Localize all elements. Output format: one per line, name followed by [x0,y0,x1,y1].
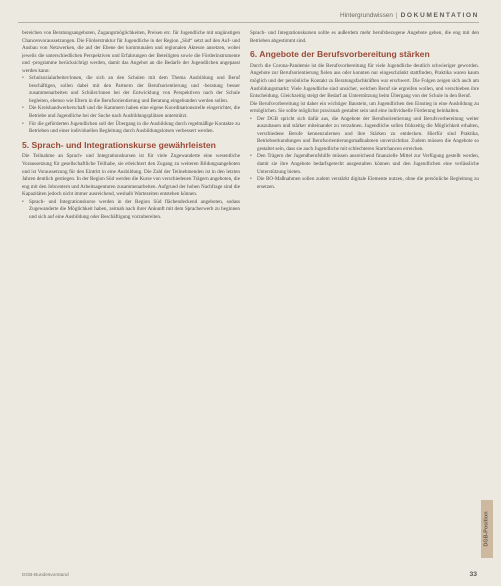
right-column [250,30,479,191]
section-5-heading: 5. Sprach- und Integrationskurse gewährleisten [22,139,216,150]
header-section: Hintergrundwissen [339,12,393,19]
left-bullet-list [22,75,240,135]
section-6-paragraph-1: Durch die Corona-Pandemie ist die Berufsvorbereitung für viele Jugendliche deutlich schwieriger geworden. Angebote zur Berufsorientierung fielen aus oder konnten nur eingeschränkt stattfinden, Praktika waren kaum möglich und der persönliche Kontakt zu Beratungsfachkräften war erschwert. Die Folgen zeigen sich auch am Ausbildungsmarkt: Viele Jugendliche sind unsicher, welchen Beruf sie ergreifen wollen, und verschieben ihre Entscheidung. Gleichzeitig steigt der Bedarf an Unterstützung beim Übergang von der Schule in den Beruf. [250,62,479,100]
right-bullet-1: • Der DGB spricht sich dafür aus, die Angebote der Berufsorientierung und Berufsvorbereitung weiter auszubauen und stärker miteinander zu verzahnen. Jugendliche sollen frühzeitig die Möglichkeit erhalten, verschiedene Berufe kennenzulernen und ihre Stärken zu entdecken. Hierfür sind Praktika, Betriebserkundungen und Berufsorientierungsmaßnahmen unverzichtbar. Zudem müssen die Angebote so gestaltet sein, dass sie auch Jugendliche mit schlechteren Startchancen erreichen. [250,116,479,154]
header-rule [18,22,479,23]
section-5-bullet-1: • Sprach- und Integrationskurse werden in der Region Süd flächendeckend angeboten, sodass Zugewanderte die Möglichkeit haben, zeitnah nach ihrer Ankunft mit dem Spracherwerb zu beginnen und sich auf eine Ausbildung oder Beschäftigung vorzubereiten. [22,199,240,222]
section-5-paragraph: Die Teilnahme an Sprach- und Integrationskursen ist für viele Zugewanderte eine wesentliche Voraussetzung für gesellschaftliche Teilhabe, sie erleichtert den Zugang zu weiteren Bildungsangeboten und ist Voraussetzung für den Eintritt in eine Ausbildung. Die Zahl der Teilnehmenden ist in den letzten Jahren deutlich gestiegen. In der Region Süd werden die Kurse von verschiedenen Trägern angeboten, die eng mit den Jobcentern und Arbeitsagenturen zusammenarbeiten. Aufgrund der hohen Nachfrage sind die Kapazitäten jedoch nicht immer ausreichend, weshalb Wartezeiten entstehen können. [22,153,240,198]
left-bullet-1: • Schulsozialarbeiter/innen, die sich an den Schulen mit dem Thema Ausbildung und Beruf beschäftigen, sollen dabei mit den Partnern der Berufsorientierung und -beratung besser zusammenarbeiten und Schüler/innen bei der Entwicklung von Perspektiven nach der Schule begleiten, ebenso wie Eltern in die Berufsorientierung und Beratung eingebunden werden sollen. [22,75,240,105]
right-intro-paragraph: Sprach- und Integrationskursen sollte es außerdem mehr berufsbezogene Angebote geben, die eng mit den Betrieben abgestimmt sind. [250,30,479,44]
right-bullet-3: • Die BO-Maßnahmen sollen zudem verstärkt digitale Elemente nutzen, ohne die persönliche Begleitung zu ersetzen. [250,176,479,191]
side-tab-label: DGB-Position [484,511,491,547]
left-bullet-2: • Die Kreishandwerkerschaft und die Kammern haben eine eigene Koordinationsstelle eingerichtet, die Betriebe und Jugendliche bei der Suche nach Ausbildungsplätzen unterstützt. [22,105,240,120]
running-header [250,12,479,19]
right-bullet-list [250,116,479,191]
header-label: DOKUMENTATION [400,12,479,19]
left-intro-paragraph: bereichen von Beratungsangeboten, Zugangsmöglichkeiten, Preisen etc. für Jugendliche mit ungünstigen Chancenvoraussetzungen. Die Förderstruktur für Jugendliche in der Region „Süd“ setzt auf den Auf- und Ausbau von Netzwerken, die auf der Ebene der kommunalen und regionalen Akteure ansetzen, wobei jeweils die unterschiedlichen Perspektiven und Erfahrungen der Beteiligten sowie die Förderinstrumente und -programme berücksichtigt werden, damit das Angebot an die Bedarfe der Jugendlichen angepasst werden kann: [22,30,240,74]
section-6-heading: 6. Angebote der Berufsvorbereitung stärken [250,49,430,60]
header-separator: | [395,12,398,19]
footer-publisher: DGB-Bundesvorstand [22,573,69,578]
page-number: 33 [469,571,477,578]
section-5-bullet-list [22,199,240,222]
left-column [22,30,240,221]
side-tab-marker [481,500,493,558]
left-bullet-3: • Für die geförderten Jugendlichen soll der Übergang in die Ausbildung durch regelmäßige Kontakte zu Betrieben und einer individuellen Begleitung durch Ausbildungslotsen verbessert werden. [22,121,240,136]
section-6-paragraph-2: Die Berufsvorbereitung ist daher ein wichtiger Baustein, um Jugendlichen den Einstieg in eine Ausbildung zu ermöglichen. Sie sollte möglichst praxisnah gestaltet sein und eine individuelle Förderung beinhalten. [250,100,479,115]
right-bullet-2: • Den Trägern der Jugendberufshilfe müssen ausreichend finanzielle Mittel zur Verfügung gestellt werden, damit sie ihre Angebote bedarfsgerecht ausgestalten können und den Jugendlichen eine verlässliche Unterstützung bieten. [250,153,479,176]
